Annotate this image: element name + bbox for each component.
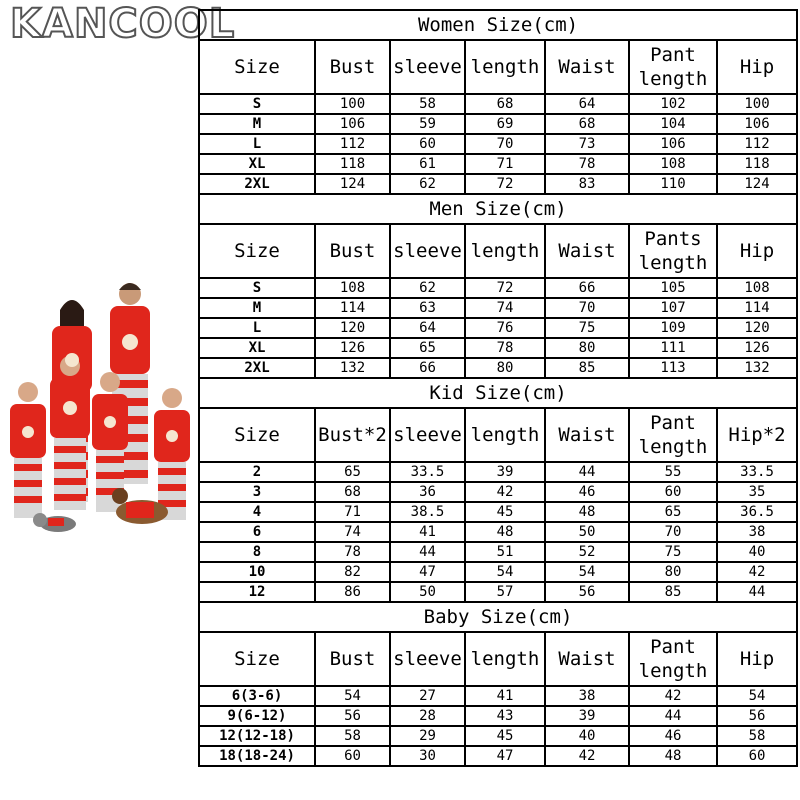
- measurement-cell: 74: [465, 298, 545, 318]
- section-title: Kid Size(cm): [199, 378, 797, 408]
- measurement-cell: 56: [545, 582, 629, 602]
- measurement-cell: 50: [390, 582, 465, 602]
- measurement-cell: 80: [629, 562, 717, 582]
- measurement-cell: 111: [629, 338, 717, 358]
- measurement-cell: 41: [390, 522, 465, 542]
- measurement-cell: 38: [545, 686, 629, 706]
- table-row: [199, 174, 797, 194]
- measurement-cell: 54: [315, 686, 390, 706]
- column-header-pants-length: Pants length: [629, 224, 717, 278]
- measurement-cell: 102: [629, 94, 717, 114]
- measurement-cell: 74: [315, 522, 390, 542]
- measurement-cell: 56: [315, 706, 390, 726]
- column-header-hip: Hip: [717, 632, 797, 686]
- brand-logo: KANCOOL: [10, 1, 236, 47]
- section-title-row: [199, 194, 797, 224]
- measurement-cell: 39: [465, 462, 545, 482]
- measurement-cell: 54: [717, 686, 797, 706]
- measurement-cell: 60: [717, 746, 797, 766]
- section-title-row: [199, 10, 797, 40]
- column-header-length: length: [465, 40, 545, 94]
- measurement-cell: 65: [629, 502, 717, 522]
- measurement-cell: 60: [629, 482, 717, 502]
- size-label-cell: L: [199, 318, 315, 338]
- measurement-cell: 48: [629, 746, 717, 766]
- measurement-cell: 33.5: [390, 462, 465, 482]
- measurement-cell: 56: [717, 706, 797, 726]
- measurement-cell: 109: [629, 318, 717, 338]
- measurement-cell: 45: [465, 726, 545, 746]
- measurement-cell: 82: [315, 562, 390, 582]
- measurement-cell: 33.5: [717, 462, 797, 482]
- measurement-cell: 105: [629, 278, 717, 298]
- person-kid-right: [154, 388, 190, 520]
- measurement-cell: 71: [315, 502, 390, 522]
- column-header-length: length: [465, 632, 545, 686]
- measurement-cell: 65: [390, 338, 465, 358]
- column-header-pant-length: Pant length: [629, 632, 717, 686]
- size-label-cell: 18(18-24): [199, 746, 315, 766]
- person-kid-center: [50, 356, 90, 510]
- measurement-cell: 106: [315, 114, 390, 134]
- measurement-cell: 114: [717, 298, 797, 318]
- measurement-cell: 120: [717, 318, 797, 338]
- measurement-cell: 42: [629, 686, 717, 706]
- measurement-cell: 44: [629, 706, 717, 726]
- measurement-cell: 61: [390, 154, 465, 174]
- column-header-bust-2: Bust*2: [315, 408, 390, 462]
- column-header-bust: Bust: [315, 632, 390, 686]
- column-header-hip-2: Hip*2: [717, 408, 797, 462]
- header-row: [199, 224, 797, 278]
- column-header-size: Size: [199, 408, 315, 462]
- measurement-cell: 59: [390, 114, 465, 134]
- measurement-cell: 58: [717, 726, 797, 746]
- table-row: [199, 482, 797, 502]
- column-header-bust: Bust: [315, 224, 390, 278]
- measurement-cell: 46: [629, 726, 717, 746]
- measurement-cell: 64: [390, 318, 465, 338]
- table-row: [199, 562, 797, 582]
- measurement-cell: 80: [545, 338, 629, 358]
- measurement-cell: 126: [315, 338, 390, 358]
- measurement-cell: 43: [465, 706, 545, 726]
- measurement-cell: 118: [315, 154, 390, 174]
- column-header-size: Size: [199, 632, 315, 686]
- measurement-cell: 112: [717, 134, 797, 154]
- column-header-waist: Waist: [545, 224, 629, 278]
- column-header-bust: Bust: [315, 40, 390, 94]
- section-title: Baby Size(cm): [199, 602, 797, 632]
- header-row: [199, 632, 797, 686]
- measurement-cell: 110: [629, 174, 717, 194]
- size-label-cell: XL: [199, 338, 315, 358]
- size-label-cell: XL: [199, 154, 315, 174]
- measurement-cell: 108: [315, 278, 390, 298]
- measurement-cell: 68: [465, 94, 545, 114]
- family-pajamas-photo: [2, 276, 198, 538]
- measurement-cell: 124: [717, 174, 797, 194]
- measurement-cell: 46: [545, 482, 629, 502]
- measurement-cell: 85: [629, 582, 717, 602]
- measurement-cell: 36.5: [717, 502, 797, 522]
- measurement-cell: 132: [717, 358, 797, 378]
- column-header-sleeve: sleeve: [390, 408, 465, 462]
- measurement-cell: 70: [465, 134, 545, 154]
- measurement-cell: 64: [545, 94, 629, 114]
- table-row: [199, 462, 797, 482]
- measurement-cell: 104: [629, 114, 717, 134]
- measurement-cell: 66: [545, 278, 629, 298]
- size-label-cell: 3: [199, 482, 315, 502]
- table-row: [199, 746, 797, 766]
- measurement-cell: 78: [315, 542, 390, 562]
- size-label-cell: 9(6-12): [199, 706, 315, 726]
- measurement-cell: 68: [545, 114, 629, 134]
- measurement-cell: 120: [315, 318, 390, 338]
- table-row: [199, 358, 797, 378]
- table-row: [199, 502, 797, 522]
- measurement-cell: 58: [390, 94, 465, 114]
- measurement-cell: 60: [315, 746, 390, 766]
- column-header-hip: Hip: [717, 40, 797, 94]
- measurement-cell: 68: [315, 482, 390, 502]
- measurement-cell: 63: [390, 298, 465, 318]
- size-label-cell: M: [199, 298, 315, 318]
- measurement-cell: 47: [465, 746, 545, 766]
- measurement-cell: 47: [390, 562, 465, 582]
- measurement-cell: 100: [315, 94, 390, 114]
- table-row: [199, 114, 797, 134]
- table-row: [199, 582, 797, 602]
- size-label-cell: 12: [199, 582, 315, 602]
- table-row: [199, 726, 797, 746]
- measurement-cell: 85: [545, 358, 629, 378]
- measurement-cell: 54: [545, 562, 629, 582]
- measurement-cell: 106: [717, 114, 797, 134]
- measurement-cell: 75: [545, 318, 629, 338]
- measurement-cell: 78: [465, 338, 545, 358]
- measurement-cell: 83: [545, 174, 629, 194]
- measurement-cell: 86: [315, 582, 390, 602]
- size-label-cell: 6: [199, 522, 315, 542]
- measurement-cell: 124: [315, 174, 390, 194]
- measurement-cell: 52: [545, 542, 629, 562]
- measurement-cell: 114: [315, 298, 390, 318]
- measurement-cell: 44: [390, 542, 465, 562]
- measurement-cell: 118: [717, 154, 797, 174]
- measurement-cell: 113: [629, 358, 717, 378]
- measurement-cell: 78: [545, 154, 629, 174]
- size-label-cell: 2: [199, 462, 315, 482]
- measurement-cell: 60: [390, 134, 465, 154]
- measurement-cell: 62: [390, 174, 465, 194]
- column-header-size: Size: [199, 40, 315, 94]
- measurement-cell: 55: [629, 462, 717, 482]
- column-header-length: length: [465, 408, 545, 462]
- measurement-cell: 48: [465, 522, 545, 542]
- measurement-cell: 42: [465, 482, 545, 502]
- table-row: [199, 318, 797, 338]
- person-kid-left: [10, 382, 46, 518]
- measurement-cell: 75: [629, 542, 717, 562]
- section-title-row: [199, 602, 797, 632]
- measurement-cell: 73: [545, 134, 629, 154]
- column-header-pant-length: Pant length: [629, 40, 717, 94]
- section-title-row: [199, 378, 797, 408]
- column-header-hip: Hip: [717, 224, 797, 278]
- column-header-sleeve: sleeve: [390, 40, 465, 94]
- table-row: [199, 542, 797, 562]
- size-label-cell: 12(12-18): [199, 726, 315, 746]
- measurement-cell: 108: [717, 278, 797, 298]
- size-label-cell: S: [199, 94, 315, 114]
- measurement-cell: 40: [717, 542, 797, 562]
- column-header-pant-length: Pant length: [629, 408, 717, 462]
- measurement-cell: 100: [717, 94, 797, 114]
- measurement-cell: 42: [717, 562, 797, 582]
- measurement-cell: 29: [390, 726, 465, 746]
- measurement-cell: 45: [465, 502, 545, 522]
- measurement-cell: 50: [545, 522, 629, 542]
- section-title: Men Size(cm): [199, 194, 797, 224]
- measurement-cell: 51: [465, 542, 545, 562]
- section-title: Women Size(cm): [199, 10, 797, 40]
- measurement-cell: 35: [717, 482, 797, 502]
- measurement-cell: 66: [390, 358, 465, 378]
- measurement-cell: 41: [465, 686, 545, 706]
- measurement-cell: 70: [629, 522, 717, 542]
- table-row: [199, 94, 797, 114]
- measurement-cell: 54: [465, 562, 545, 582]
- measurement-cell: 71: [465, 154, 545, 174]
- size-label-cell: 2XL: [199, 358, 315, 378]
- measurement-cell: 57: [465, 582, 545, 602]
- cat: [33, 513, 76, 532]
- measurement-cell: 107: [629, 298, 717, 318]
- measurement-cell: 69: [465, 114, 545, 134]
- measurement-cell: 44: [545, 462, 629, 482]
- column-header-sleeve: sleeve: [390, 632, 465, 686]
- measurement-cell: 27: [390, 686, 465, 706]
- measurement-cell: 72: [465, 174, 545, 194]
- table-row: [199, 338, 797, 358]
- measurement-cell: 40: [545, 726, 629, 746]
- column-header-size: Size: [199, 224, 315, 278]
- measurement-cell: 65: [315, 462, 390, 482]
- measurement-cell: 108: [629, 154, 717, 174]
- measurement-cell: 76: [465, 318, 545, 338]
- table-row: [199, 154, 797, 174]
- table-row: [199, 686, 797, 706]
- measurement-cell: 44: [717, 582, 797, 602]
- measurement-cell: 38: [717, 522, 797, 542]
- size-label-cell: 4: [199, 502, 315, 522]
- size-label-cell: S: [199, 278, 315, 298]
- measurement-cell: 72: [465, 278, 545, 298]
- size-label-cell: L: [199, 134, 315, 154]
- measurement-cell: 112: [315, 134, 390, 154]
- table-row: [199, 278, 797, 298]
- size-label-cell: 2XL: [199, 174, 315, 194]
- measurement-cell: 30: [390, 746, 465, 766]
- measurement-cell: 106: [629, 134, 717, 154]
- measurement-cell: 70: [545, 298, 629, 318]
- measurement-cell: 62: [390, 278, 465, 298]
- table-row: [199, 298, 797, 318]
- size-label-cell: 10: [199, 562, 315, 582]
- measurement-cell: 48: [545, 502, 629, 522]
- measurement-cell: 28: [390, 706, 465, 726]
- column-header-waist: Waist: [545, 40, 629, 94]
- table-row: [199, 522, 797, 542]
- measurement-cell: 39: [545, 706, 629, 726]
- measurement-cell: 42: [545, 746, 629, 766]
- column-header-waist: Waist: [545, 632, 629, 686]
- size-chart-table: [198, 9, 798, 767]
- table-row: [199, 706, 797, 726]
- size-label-cell: 6(3-6): [199, 686, 315, 706]
- column-header-length: length: [465, 224, 545, 278]
- header-row: [199, 408, 797, 462]
- header-row: [199, 40, 797, 94]
- column-header-sleeve: sleeve: [390, 224, 465, 278]
- measurement-cell: 58: [315, 726, 390, 746]
- measurement-cell: 132: [315, 358, 390, 378]
- measurement-cell: 38.5: [390, 502, 465, 522]
- measurement-cell: 36: [390, 482, 465, 502]
- table-row: [199, 134, 797, 154]
- measurement-cell: 126: [717, 338, 797, 358]
- size-label-cell: 8: [199, 542, 315, 562]
- size-label-cell: M: [199, 114, 315, 134]
- measurement-cell: 80: [465, 358, 545, 378]
- column-header-waist: Waist: [545, 408, 629, 462]
